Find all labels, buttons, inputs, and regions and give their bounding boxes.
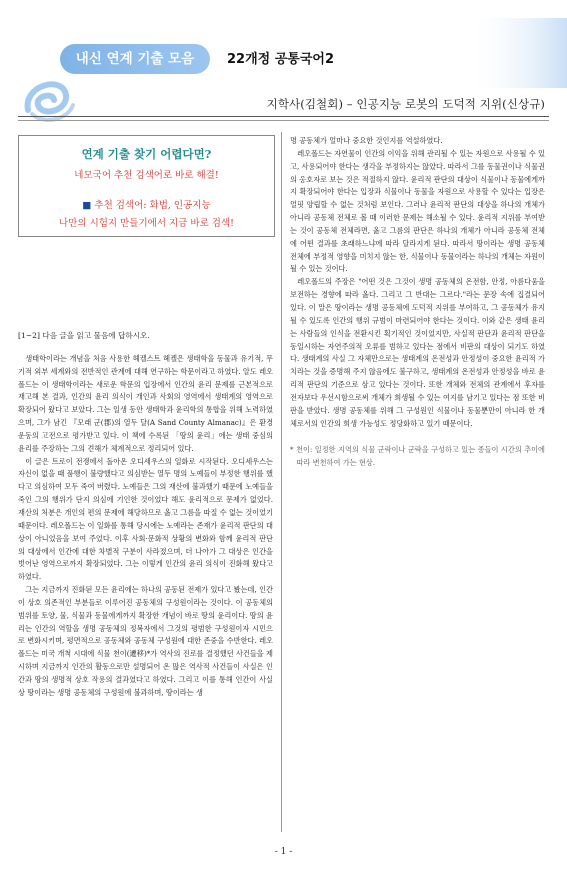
square-bullet-icon: ■ <box>82 200 92 211</box>
swirl-logo-icon <box>18 70 78 130</box>
promo-subheading: 네모국어 추천 검색어로 바로 해결! <box>74 170 219 181</box>
course-subtitle: 22개정 공통국어2 <box>227 52 335 67</box>
page-number: - 1 - <box>274 847 293 857</box>
decorative-gradient-shape <box>427 18 567 88</box>
passage-paragraph: 레오폴드의 주장은 "어떤 것은 그것이 생명 공동체의 온전함, 안정, 아름다움을 보전하는 경향에 따라 옳다. 그리고 그 반대는 그르다."라는 문장 속에 집결되어 있다. 이 말은 땅이라는 생명 공동체에 도덕적 지위를 부여하고, 그 공동체가 유지될 수 있도록 인간의 행위 규범이 마련되어야 한다는 것이다. 이와 같은 생태 윤리는 사람들의 인식을 전환시킨 획기적인 것이었지만, 사실적 판단과 윤리적 판단을 동일시하는 자연주의적 오류를 범하고 있다는 점에서 비판의 대상이 되기도 하였다. 생태계의 사실 그 자체만으로는 생태계의 온전성과 안정성이 중요한 윤리적 가치라는 것을 증명해 주지 않음에도 불구하고, 생태계의 온전성과 안정성을 바로 윤리적 판단의 기준으로 삼고 있다는 것이다. 또한 개체와 전체의 관계에서 후자를 전자보다 우선시함으로써 개체가 희생될 수 있는 여지를 남기고 있다는 점 또한 비판을 받았다. 생명 공동체를 위해 그 구성원인 식물이나 동물뿐만이 아니라 한 개체로서의 인간의 희생 가능성도 정당화하고 있기 때문이다. <box>290 277 545 428</box>
right-column <box>290 135 545 470</box>
section-badge-label: 내신 연계 기출 모음 <box>75 51 195 67</box>
section-badge <box>60 44 210 74</box>
document-title: 지학사(김철회) – 인공지능 로봇의 도덕적 지위(신상규) <box>266 97 545 111</box>
title-divider-thin <box>18 120 549 121</box>
question-prompt: [1~2] 다음 글을 읽고 물음에 답하시오. <box>18 331 150 340</box>
title-divider <box>18 116 549 117</box>
passage-paragraph: 명 공동체가 얼마나 중요한 것인지를 역설하였다. <box>290 136 443 145</box>
promo-box <box>18 135 275 237</box>
column-divider <box>281 132 282 832</box>
promo-keywords <box>19 197 274 211</box>
passage-paragraph: 그는 지금까지 진화된 모든 윤리에는 하나의 공동된 전제가 있다고 봤는데, 인간이 상호 의존적인 부분들로 이루어진 공동체의 구성원이라는 것이다. 이 공동체의 범위를 토양, 물, 식물과 동물에게까지 확장한 개념이 바로 땅의 윤리이다. 땅의 윤리는 인간의 역할을 생명 공동체의 정복자에서 그것의 평범한 구성원이자 시민으로 변화시키며, 평면적으로 공동체와 공동체 구성원에 대한 존중을 수반한다. 레오폴드는 미국 개척 시대에 식물 천이(遷移)*가 역사의 진로를 결정했던 사건들을 제시하며 지금까지 인간의 활동으로만 설명되어 온 많은 역사적 사건들이 사실은 인간과 땅의 생명적 상호 작용의 결과였다고 하였다. 그리고 이를 통해 인간이 사실상 땅이라는 생명 공동체의 구성원에 불과하며, 땅이라는 생 <box>18 585 273 697</box>
promo-heading: 연계 기출 찾기 어렵다면? <box>81 147 212 161</box>
promo-keywords-text: 추천 검색어: 화법, 인공지능 <box>94 200 211 211</box>
passage-paragraph: 레오폴드는 자연물이 인간의 이익을 위해 관리될 수 있는 자원으로 사용될 수 있고, 사용되어야 한다는 생각을 부정하지는 않았다. 따라서 그를 동물권이나 식물권의 옹호자로 보는 것은 적절하지 않다. 윤리적 판단의 대상이 식물이나 동물에게까지 확장되어야 한다는 입장과 식물이나 동물을 자원으로 사용할 수 있다는 입장은 얼핏 양립할 수 없는 것처럼 보인다. 그러나 윤리적 판단의 대상을 하나의 개체가 아니라 공동체 전체로 볼 때 이러한 문제는 해소될 수 있다. 윤리적 지위를 부여받는 것이 공동체 전체라면, 옳고 그름의 판단은 하나의 개체가 아니라 공동체 전체에 어떤 결과를 초래하느냐에 따라 달라지게 된다. 따라서 땅이라는 생명 공동체 전체에 부정적 영향을 미치지 않는 한, 식물이나 동물이라는 하나의 개체는 자원이 될 수 있는 것이다. <box>290 148 545 274</box>
footnote: * 천이: 일정한 지역의 식물 군락이나 군락을 구성하고 있는 종들이 시간의 추이에 따라 변천하여 가는 현상. <box>290 445 545 468</box>
promo-call-to-action: 나만의 시험지 만들기에서 지금 바로 검색! <box>59 218 234 229</box>
passage-paragraph: 이 글은 트로이 전쟁에서 돌아온 오디세우스의 일화로 시작된다. 오디세우스는 자신이 없을 때 품행이 불량했다고 의심받는 열두 명의 노예들이 부정한 행위를 했다고 의심하여 모두 죽여 버렸다. 노예들은 그의 재산에 불과했기 때문에 노예들을 죽인 그의 행위가 단지 의심에 기인한 것이었다 해도 윤리적으로 문제가 없었다. 재산의 처분은 개인의 편의 문제에 해당하므로 옳고 그름을 따질 수 없는 것이었기 때문이다. 레오폴드는 이 일화를 통해 당시에는 노예라는 존재가 윤리적 판단의 대상이 아니었음을 보여 주었다. 이후 사회·문화적 상황의 변화와 함께 윤리적 판단의 대상에서 인간에 대한 차별적 구분이 사라졌으며, 더 나아가 그 대상은 인간을 벗어난 영역으로까지 확장되었다. 그는 이렇게 인간의 윤리 의식이 진화해 왔다고 하였다. <box>18 456 273 582</box>
passage-paragraph: 생태학이라는 개념을 처음 사용한 헤켈스트 헤켈은 생태학을 동물과 유기적, 무기적 외부 세계와의 전반적인 관계에 대해 연구하는 학문이라고 하였다. 알도 레오폴드는 이 생태학이라는 새로운 학문의 입장에서 인간의 윤리 문제를 근본적으로 재고해 본 결과, 인간의 윤리 의식이 개인과 사회의 영역에서 생태계의 영역으로 확장되어 왔다고 보았다. 그는 일생 동안 생태학과 윤리학의 통합을 위해 노력하였으며, 그가 남긴 『모래 군(郡)의 열두 달(A Sand County Almanac)』은 환경 운동의 고전으로 평가받고 있다. 이 책에 수록된 「땅의 윤리」에는 생태 중심의 윤리를 주장하는 그의 견해가 체계적으로 정리되어 있다. <box>18 353 273 453</box>
left-column <box>18 330 273 700</box>
